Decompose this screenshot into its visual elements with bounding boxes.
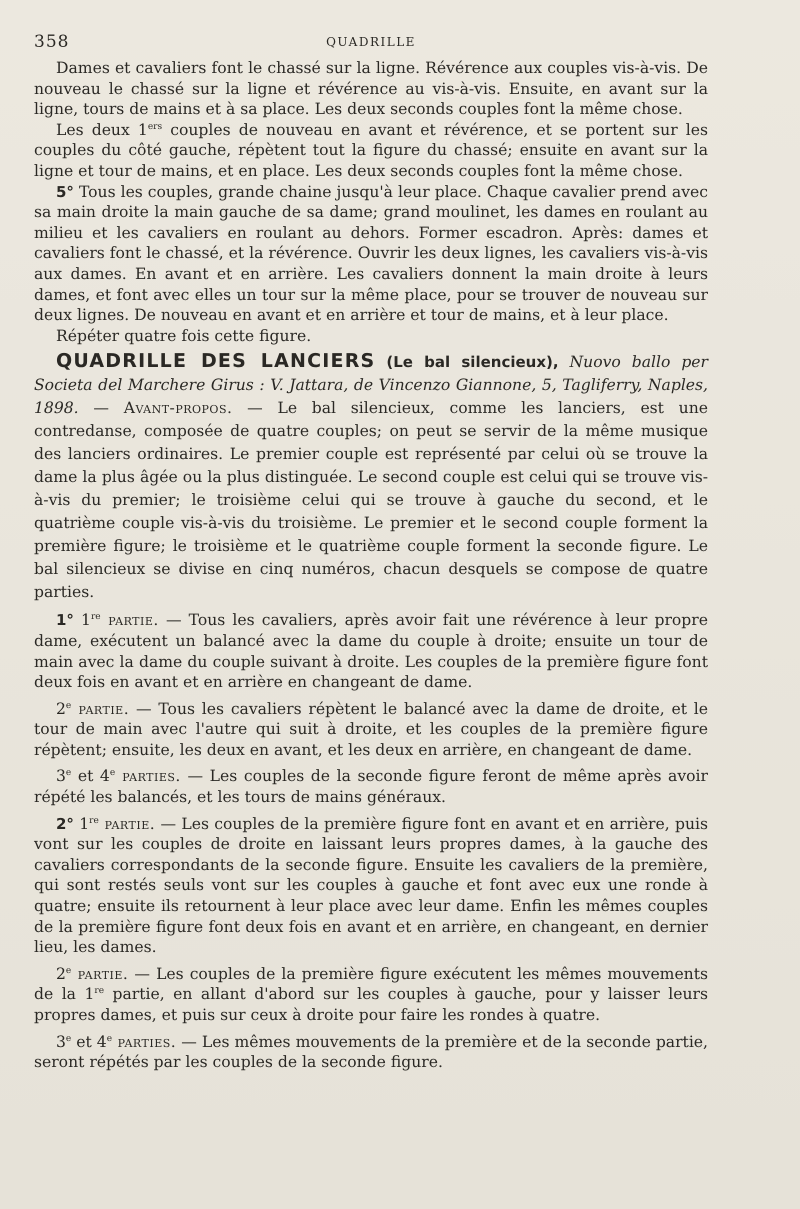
superscript: e (65, 700, 72, 711)
part-number: et 4 (71, 1032, 107, 1051)
avant-propos-label: Avant-propos. (123, 399, 233, 418)
separator: — (78, 399, 124, 418)
paragraph-grande-chaine (34, 182, 708, 326)
paragraph-repeter (34, 326, 708, 347)
superscript: re (94, 986, 105, 997)
part-number: 2 (56, 699, 66, 718)
paragraph-text: — Tous les cavaliers répètent le balancé avec la dame de droite, et le tour de main avec l'autre qui suit à droite, et les couples de la première figure répètent; ensuite, les deux en avant, et les deux en arrière, en changeant de dame. (34, 699, 708, 759)
paragraph-text: couples de nouveau en avant et révérence, et se portent sur les couples du côté gauche, répètent tout la figure du chassé; ensuite en avant sur la ligne et tour de mains, et en place. Les deux seconds couples font la même chose. (34, 120, 709, 180)
superscript: e (65, 965, 72, 976)
figure2-parties34 (34, 1032, 708, 1073)
part-label: partie. (71, 964, 129, 983)
superscript: re (89, 815, 99, 826)
lanciers-section (34, 350, 708, 604)
paragraph-text: — Les mêmes mouvements de la première et de la seconde partie, seront répétés par les couples de la seconde figure. (34, 1032, 708, 1072)
superscript: e (65, 768, 72, 779)
running-head: QUADRILLE (326, 35, 416, 49)
superscript: ers (147, 121, 163, 132)
paragraph-text: — Les couples de la seconde figure feront de même après avoir répété les balancés, et les tours de mains généraux. (34, 767, 708, 807)
paragraph-text: Dames et cavaliers font le chassé sur la ligne. Révérence aux couples vis-à-vis. De nouveau le chassé sur la ligne et révérence au vis-à-vis. Ensuite, en avant sur la ligne, tours de mains et à sa place. Les deux seconds couples font la même chose. (34, 59, 708, 119)
figure1-parties34 (34, 766, 708, 807)
paragraph-text: Les deux 1 (56, 120, 148, 139)
superscript: e (109, 768, 116, 779)
section-number: 5° (56, 182, 74, 201)
paragraph-text: — Les couples de la première figure font en avant et en arrière, puis vont sur les couples de droite en laissant leurs propres dames, à la gauche des cavaliers correspondants de la seconde figure. Ensuite les cavaliers de la première, qui sont restés seuls vont sur les couples à gauche et font avec eux une ronde à quatre; ensuite ils retournent à leur place avec leur dame. Enfin les mêmes couples de la première figure font deux fois en avant et en arrière, en changeant, en dernier lieu, les dames. (34, 814, 708, 957)
figure2-partie1 (34, 814, 708, 958)
part-number: 3 (56, 1032, 66, 1051)
paragraph-text: — Les couples de la première figure exécutent les mêmes mouvements de la 1 (34, 964, 708, 1004)
part-label: parties. (112, 1032, 177, 1051)
paragraph-text: partie, en allant d'abord sur les couples à gauche, pour y laisser leurs propres dames, et puis sur ceux à droite pour faire les rondes à quatre. (34, 985, 708, 1024)
page-number: 358 (34, 32, 70, 52)
body-text (34, 58, 708, 1073)
superscript: e (106, 1033, 113, 1044)
figure1-partie2 (34, 699, 708, 761)
superscript: e (65, 1033, 72, 1044)
part-label: partie. (100, 611, 159, 630)
section-title: QUADRILLE DES LANCIERS (56, 350, 376, 373)
paragraph-text: Tous les couples, grande chaine jusqu'à leur place. Chaque cavalier prend avec sa main droite la main gauche de sa dame; grand moulinet, les dames en roulant au milieu et les cavaliers en roulant au dehors. Former escadron. Après: dames et cavaliers font le chassé, et la révérence. Ouvrir les deux lignes, les cavaliers vis-à-vis aux dames. En avant et en arrière. Les cavaliers donnent la main droite à leurs dames, et font avec elles un tour sur la même place, pour se trouver de nouveau sur deux lignes. De nouveau en avant et en arrière et tour de mains, et à leur place. (34, 182, 708, 325)
part-label: partie. (71, 699, 130, 718)
part-label: parties. (115, 767, 181, 786)
superscript: re (90, 612, 101, 623)
part-label: partie. (98, 814, 156, 833)
part-number: et 4 (71, 767, 110, 786)
part-number: 1 (73, 814, 90, 833)
paragraph-text: Répéter quatre fois cette figure. (56, 326, 312, 345)
paragraph-text: — Tous les cavaliers, après avoir fait une révérence à leur propre dame, exécutent un balancé avec la dame du couple à droite; ensuite un tour de main avec la dame du couple suivant à droite. Les couples de la première figure font deux fois en avant et en arrière en changeant de dame. (34, 611, 708, 692)
figure2-partie2 (34, 964, 708, 1026)
part-number: 3 (56, 767, 66, 786)
source-citation: Nuovo ballo per Societa del Marchere Girus : V. Jattara, de Vincenzo Giannone, 5, Tagliferry, Naples, 1898. (34, 353, 708, 418)
section-subtitle: (Le bal silencieux), (386, 353, 559, 372)
paragraph-chasse (34, 58, 708, 120)
figure1-partie1 (34, 610, 708, 692)
part-number: 1 (73, 611, 91, 630)
paragraph-text: — Le bal silencieux, comme les lanciers, est une contredanse, composée de quatre couples; on peut se servir de la même musique des lanciers ordinaires. Le premier couple est représenté par celui où se trouve la dame la plus âgée ou la plus distinguée. Le second couple est celui qui se trouve vis-à-vis du premier; le troisième celui qui se trouve à gauche du second, et le quatrième couple vis-à-vis du troisième. Le premier et le second couple forment la première figure; le troisième et le quatrième couple forment la seconde figure. Le bal silencieux se divise en cinq numéros, chacun desquels se compose de quatre parties. (34, 399, 708, 602)
part-number: 2 (56, 964, 66, 983)
section-number: 1° (56, 611, 74, 630)
section-number: 2° (56, 814, 74, 833)
page-header (34, 28, 708, 58)
paragraph-couples-gauche (34, 120, 708, 182)
